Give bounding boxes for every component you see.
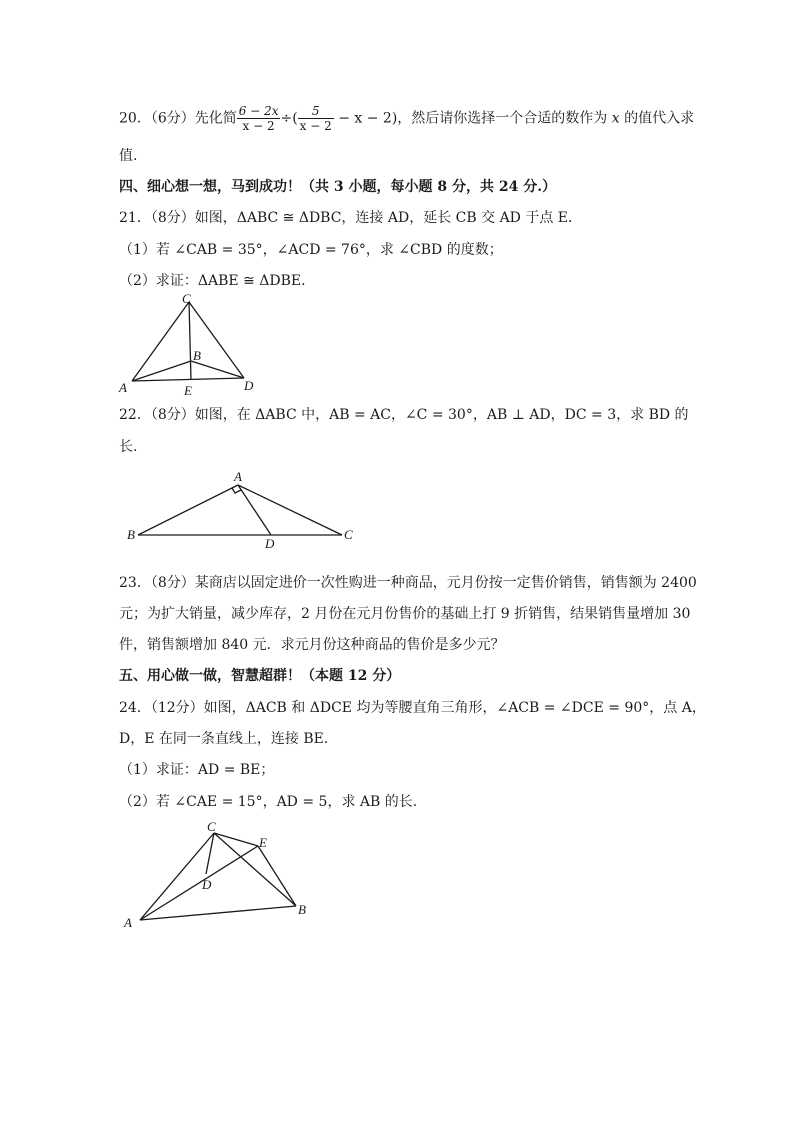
q20-tail2: 的值代入求 xyxy=(619,110,695,127)
q22-label-A: A xyxy=(234,469,242,484)
q22-label-D: D xyxy=(265,536,275,551)
q20-tail-expr: − x − 2) xyxy=(333,110,398,127)
q23-line3: 件，销售额增加 840 元．求元月份这种商品的售价是多少元？ xyxy=(119,637,505,653)
q21-part1: （1）若 ∠CAB = 35°，∠ACD = 76°，求 ∠CBD 的度数； xyxy=(119,242,503,258)
q20-fraction-2-den: x − 2 xyxy=(299,119,332,133)
q24-edge-AB xyxy=(140,906,296,920)
q20-line1 xyxy=(119,104,694,133)
q24-line2: D，E 在同一条直线上，连接 BE． xyxy=(119,731,338,747)
q24-label-D: D xyxy=(202,877,212,892)
q20-tail: ，然后请你选择一个合适的数作为 xyxy=(397,110,612,127)
q21-part2: （2）求证：ΔABE ≅ ΔDBE． xyxy=(119,273,316,289)
q22-stem: 22．（8分）如图，在 ΔABC 中，AB = AC，∠C = 30°，AB ⊥ AD，DC = 3，求 BD 的 xyxy=(119,407,689,423)
q24-line1: 24．（12分）如图，ΔACB 和 ΔDCE 均为等腰直角三角形，∠ACB = ∠DCE = 90°，点 A， xyxy=(119,700,706,716)
section-4-heading: 四、细心想一想，马到成功！（共 3 小题，每小题 8 分，共 24 分.） xyxy=(119,179,557,195)
q21-label-B: B xyxy=(193,348,201,363)
q23-line1: 23．（8分）某商店以固定进价一次性购进一种商品，元月份按一定售价销售，销售额为 2400 xyxy=(119,575,697,591)
q24-label-A: A xyxy=(124,915,132,930)
q24-edge-CD xyxy=(206,833,214,874)
q22-right-angle-mark xyxy=(232,488,241,493)
q24-label-E: E xyxy=(259,835,267,850)
q20-cont: 值. xyxy=(119,148,138,164)
q21-edge-BD xyxy=(191,361,244,378)
q20-var: x xyxy=(611,110,620,127)
q24-part2: （2）若 ∠CAE = 15°，AD = 5，求 AB 的长. xyxy=(119,794,418,810)
q20-fraction-1-den: x − 2 xyxy=(242,119,275,133)
q22-edge-AC xyxy=(238,485,342,535)
q22-figure xyxy=(124,466,364,551)
q24-part1: （1）求证：AD = BE； xyxy=(119,762,275,778)
q21-edge-CD xyxy=(189,302,244,378)
q21-edge-AD xyxy=(132,378,244,381)
q24-figure xyxy=(118,818,318,933)
q24-edge-EB xyxy=(258,846,296,906)
q20-fraction-1 xyxy=(237,104,281,133)
q20-head: 20．（6分）先化简 xyxy=(119,110,237,127)
q22-label-C: C xyxy=(344,527,353,542)
q21-figure xyxy=(115,290,265,400)
q21-label-C: C xyxy=(182,291,191,306)
q21-edge-CA xyxy=(132,302,189,381)
q23-line2: 元；为扩大销量，减少库存，2 月份在元月份售价的基础上打 9 折销售，结果销售量增加 30 xyxy=(119,606,691,622)
q24-label-C: C xyxy=(207,819,216,834)
q21-label-E: E xyxy=(184,383,192,398)
q24-label-B: B xyxy=(298,902,306,917)
q21-label-D: D xyxy=(244,378,254,393)
q21-label-A: A xyxy=(119,380,127,395)
q20-fraction-2-num: 5 xyxy=(298,104,334,119)
q21-edge-CE xyxy=(189,302,191,380)
section-5-heading: 五、用心做一做，智慧超群！（本题 12 分） xyxy=(119,668,401,684)
q20-fraction-2 xyxy=(298,104,334,133)
q22-label-B: B xyxy=(127,527,135,542)
q24-edge-CB xyxy=(214,833,296,906)
q22-edge-AB xyxy=(138,485,238,535)
q22-cont: 长. xyxy=(119,439,138,455)
q21-edge-AB xyxy=(132,361,191,381)
q20-operator: ÷( xyxy=(280,110,298,127)
q20-fraction-1-num: 6 − 2x xyxy=(238,104,279,118)
q21-stem: 21．（8分）如图，ΔABC ≅ ΔDBC，连接 AD，延长 CB 交 AD 于点 E． xyxy=(119,210,583,226)
